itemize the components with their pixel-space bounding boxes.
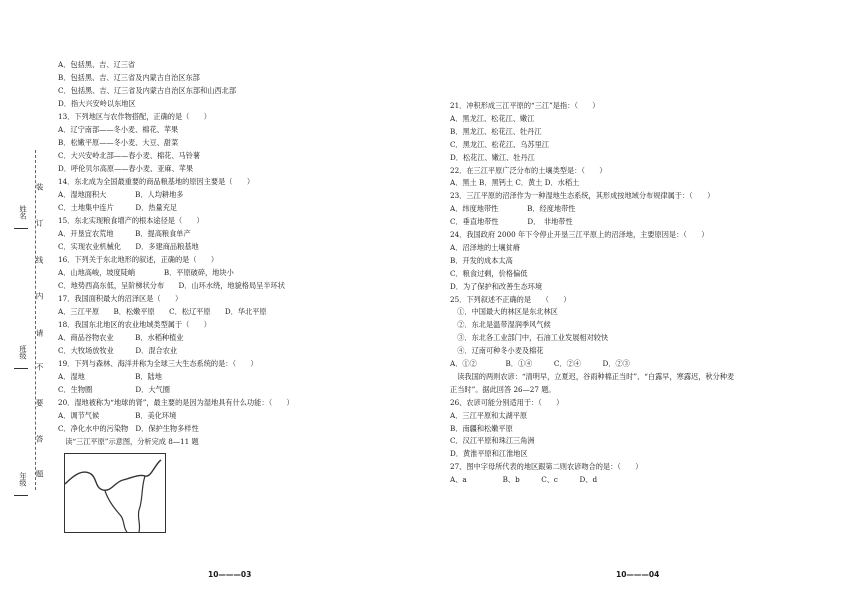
grade-field-label: 年级 <box>19 472 28 487</box>
question-line: A．包括黑、吉、辽三省 <box>58 60 136 69</box>
question-line: ①．中国最大的林区是东北林区 <box>450 307 558 317</box>
seal-char: 请 <box>35 329 44 337</box>
question-line: 18．我国东北地区的农业地域类型属于（ ） <box>58 320 211 329</box>
question-line: A．辽宁南部——冬小麦、棉花、苹果 <box>58 125 179 134</box>
question-line: A．湿地面积大 B．人均耕地多 <box>58 190 184 199</box>
question-line: A．沼泽地的土壤贫瘠 <box>450 242 520 252</box>
question-line: 15．东北实现粮食增产的根本途径是（ ） <box>58 216 204 225</box>
question-line: C．黑龙江、松花江、乌苏里江 <box>450 139 549 149</box>
question-line: C．包括黑、吉、辽三省及内蒙古自治区东部和山西北部 <box>58 86 237 95</box>
question-line: A．纬度地带性 B．经度地带性 <box>450 204 576 214</box>
question-line: D．松花江、嫩江、牡丹江 <box>450 152 535 162</box>
left-page-number: 10———03 <box>208 570 252 579</box>
question-line: 22．在三江平原广泛分布的土壤类型是：（ ） <box>450 165 607 175</box>
seal-char: 线 <box>35 256 44 264</box>
question-line: 25．下列叙述不正确的是 （ ） <box>450 294 571 304</box>
question-line: C．生物圈 D．大气圈 <box>58 385 170 394</box>
question-line: A．湿地 B．陆地 <box>58 372 162 381</box>
question-line: A．山地高峻，坡度陡峭 B．平原破碎，地块小 <box>58 268 234 277</box>
seal-char: 要 <box>35 399 44 407</box>
question-line: 17．我国面积最大的沼泽区是（ ） <box>58 294 183 303</box>
question-line: 26、农谚可能分别适用于：（ ） <box>450 397 564 407</box>
question-line: C．垂直地带性 D． 非地带性 <box>450 217 573 227</box>
name-field-label: 姓名 <box>19 205 28 220</box>
question-line: 14．东北成为全国最重要的商品粮基地的原因主要是（ ） <box>58 177 255 186</box>
seal-char: 装 <box>35 183 44 191</box>
question-line: B．松嫩平原——冬小麦、大豆、甜菜 <box>58 138 179 147</box>
question-line: 23．三江平原的沼泽作为一种湿地生态系统，其形成按地域分布规律属于：（ ） <box>450 191 715 201</box>
question-line: C．大牧场放牧业 D．混合农业 <box>58 346 178 355</box>
question-line: A．黑龙江、松花江、嫩江 <box>450 113 535 123</box>
seal-char: 题 <box>35 470 44 478</box>
class-field-label: 班级 <box>19 345 28 360</box>
question-line: ③．东北各工业部门中，石油工业发展相对较快 <box>450 333 609 343</box>
question-line: D．呼伦贝尔高原——春小麦、亚麻、苹果 <box>58 164 194 173</box>
question-line: 读我国的两则农谚：“清明早，立夏迟，谷雨种棉正当时”、“白露早，寒露迟，秋分种麦 <box>450 371 735 381</box>
question-line: A、a B、b C、c D、d <box>450 475 598 485</box>
seal-char: 答 <box>35 435 44 443</box>
question-line: B．南疆和松嫩平原 <box>450 423 513 433</box>
question-line: D．黄淮平原和江淮地区 <box>450 449 528 459</box>
question-line: 27、图中字母所代表的地区跟第二则农谚吻合的是：（ ） <box>450 462 643 472</box>
question-line: B．开发的成本太高 <box>450 255 513 265</box>
right-page-number: 10———04 <box>616 570 660 579</box>
question-line: C．净化水中的污染物 D．保护生物多样性 <box>58 424 199 433</box>
question-line: 13．下列地区与农作物搭配，正确的是（ ） <box>58 112 211 121</box>
question-line: ④．辽南可种冬小麦及棉花 <box>450 346 544 356</box>
question-line: 21．冲积形成三江平原的“三江”是指：（ ） <box>450 101 600 110</box>
question-line: 读“三江平原”示意图，分析完成 8—11 题 <box>58 437 199 446</box>
seal-char: 内 <box>35 292 44 300</box>
question-line: 16．下列关于东北地形的叙述，正确的是（ ） <box>58 255 219 264</box>
question-line: ②．东北是温带湿润季风气候 <box>450 320 551 330</box>
question-line: C．实现农业机械化 D．多建商品粮基地 <box>58 242 199 251</box>
question-line: C．地势西高东低，呈阶梯状分布 D．山环水绕，地貌格局呈半环状 <box>58 281 285 290</box>
question-line: 20．湿地被称为“地球的肾”，最主要的是因为湿地具有什么功能：（ ） <box>58 398 294 407</box>
sanjiang-plain-map <box>64 453 166 533</box>
seal-char: 不 <box>35 363 44 371</box>
question-line: A．调节气候 B．美化环境 <box>58 411 177 420</box>
question-line: B．包括黑、吉、辽三省及内蒙古自治区东部 <box>58 73 200 82</box>
question-line: C．大兴安岭北部——春小麦、棉花、马铃薯 <box>58 151 201 160</box>
question-line: 24．我国政府 2000 年下令停止开垦三江平原上的沼泽地，主要原因是：（ ） <box>450 230 709 239</box>
name-field-line <box>14 228 28 229</box>
question-line: A．三江平原 B．松嫩平原 C．松辽平原 D．华北平原 <box>58 307 267 316</box>
question-line: 正当时”。据此回答 26—27 题。 <box>450 384 556 394</box>
seal-char: 订 <box>35 219 44 227</box>
question-line: A．黑土 B．黑钙土 C．黄土 D．水稻土 <box>450 178 580 188</box>
question-line: B．黑龙江、松花江、牡丹江 <box>450 126 542 136</box>
question-line: C．粮食过剩，价格偏低 <box>450 268 528 278</box>
class-field-line <box>14 368 28 369</box>
question-line: D．为了保护和改善生态环境 <box>450 281 543 291</box>
question-line: C．汉江平原和珠江三角洲 <box>450 436 535 446</box>
question-line: A．①② B．①④ C．②④ D．②③ <box>450 359 630 368</box>
question-line: A．三江平原和太湖平原 <box>450 410 528 420</box>
question-line: A．开垦宜农荒地 B．提高粮食单产 <box>58 229 191 238</box>
question-line: C．土地集中连片 D．热量充足 <box>58 203 178 212</box>
grade-field-line <box>14 495 28 496</box>
question-line: D．指大兴安岭以东地区 <box>58 99 136 108</box>
question-line: A．商品谷物农业 B．水稻种植业 <box>58 333 184 342</box>
question-line: 19．下列与森林、海洋并称为全球三大生态系统的是：（ ） <box>58 359 258 368</box>
